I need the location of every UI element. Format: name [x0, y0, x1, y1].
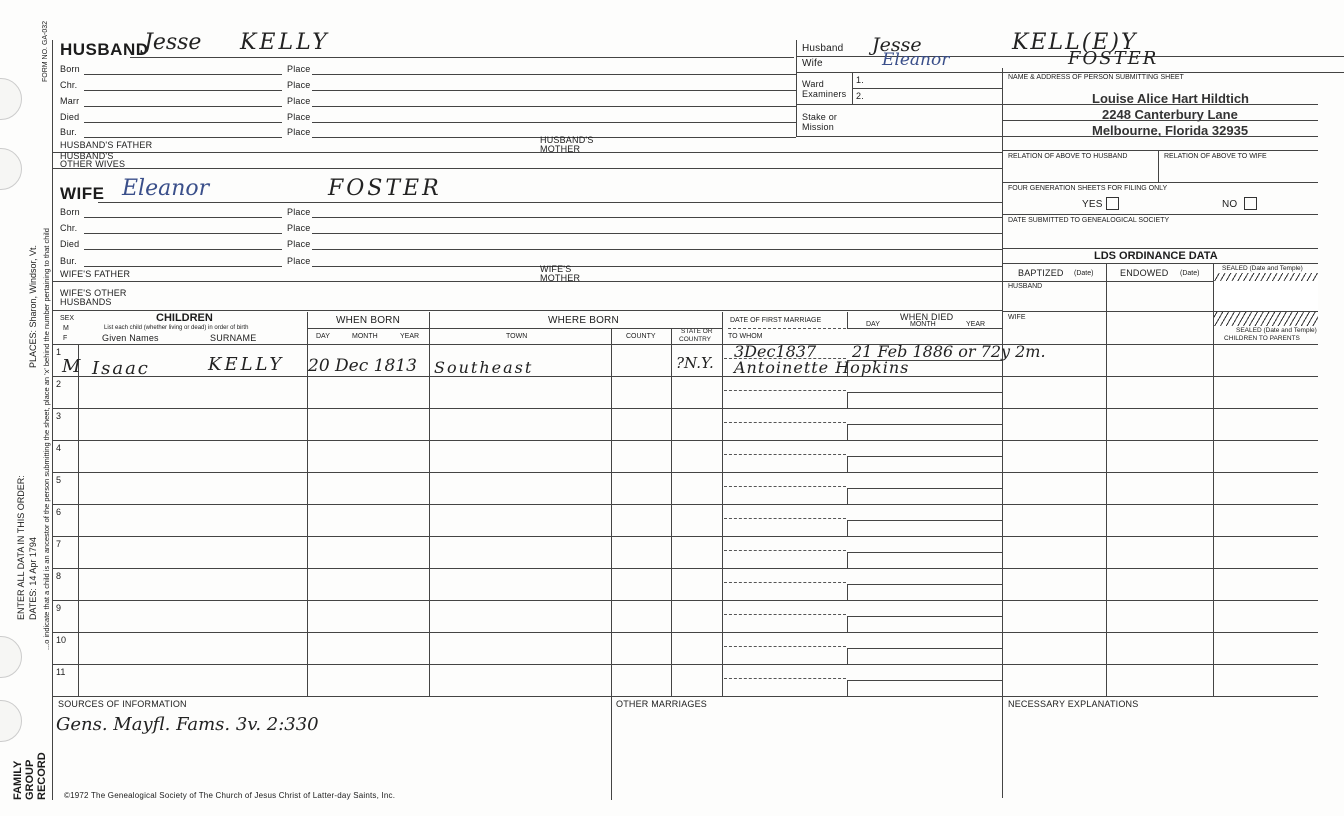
- lds-endowed-date: (Date): [1180, 270, 1200, 277]
- side-dates: DATES: 14 Apr 1794: [28, 537, 38, 620]
- husband-row-1-line: [84, 90, 282, 91]
- lds-hatch-husband: [1214, 281, 1318, 311]
- child-row-line: [52, 440, 1318, 441]
- col-sex-f: F: [63, 335, 68, 342]
- child-died-tick: [847, 584, 848, 600]
- submitter-street: 2248 Canterbury Lane: [1102, 107, 1238, 122]
- four-gen-line: [1002, 214, 1318, 215]
- husband-mother-label-1: HUSBAND'S: [540, 135, 594, 145]
- col-died-day: DAY: [866, 321, 880, 328]
- child-row-number: 9: [56, 603, 62, 613]
- husband-other-wives-2: OTHER WIVES: [60, 159, 126, 169]
- wife-given-name: Eleanor: [122, 176, 210, 201]
- col-children: CHILDREN: [156, 312, 213, 324]
- submitter-label: NAME & ADDRESS OF PERSON SUBMITTING SHEET: [1008, 74, 1184, 81]
- child-died-tick: [847, 680, 848, 696]
- submitter-name: Louise Alice Hart Hildtich: [1092, 91, 1249, 106]
- col-where-born: WHERE BORN: [548, 315, 619, 326]
- lds-sealed-children-2: CHILDREN TO PARENTS: [1224, 335, 1300, 342]
- col-given-names: Given Names: [102, 333, 159, 343]
- col-line-died-top: [847, 312, 848, 328]
- child-row-line: [52, 568, 1318, 569]
- wife-row-3-line: [84, 266, 282, 267]
- child-row-number: 4: [56, 443, 62, 453]
- wife-row-1-label: Chr.: [60, 223, 78, 233]
- col-sex-m: M: [63, 325, 69, 332]
- family-group-line-3: RECORD: [36, 752, 48, 800]
- no-checkbox[interactable]: [1244, 197, 1257, 210]
- child-died-tick: [847, 520, 848, 536]
- col-children-note: List each child (whether living or dead) in order of birth: [104, 325, 249, 331]
- husband-given-name: Jesse: [144, 30, 202, 55]
- lds-hatch-wife: [1214, 312, 1318, 326]
- child-died-tick: [847, 456, 848, 472]
- col-line-town: [611, 328, 612, 696]
- col-died-year: YEAR: [966, 321, 986, 328]
- relation-top-line: [1002, 150, 1318, 151]
- husband-row-2-place: Place: [287, 96, 311, 106]
- ward-line-2: [796, 104, 1002, 105]
- child-marriage-dash: [724, 486, 846, 487]
- wife-heading: WIFE: [60, 184, 105, 203]
- ward-label-1: Ward: [802, 79, 824, 89]
- child-marriage-dash: [724, 614, 846, 615]
- yes-label: YES: [1082, 199, 1103, 210]
- ward-line-1: [852, 88, 1002, 89]
- husband-other-wives-1: HUSBAND'S: [60, 151, 114, 161]
- child-row-line: [52, 376, 1318, 377]
- lds-husband: HUSBAND: [1008, 283, 1043, 290]
- side-enter-data: ENTER ALL DATA IN THIS ORDER:: [16, 475, 26, 620]
- child-marriage-dash: [724, 550, 846, 551]
- child-1-state: ?N.Y.: [676, 354, 714, 372]
- sources-label: SOURCES OF INFORMATION: [58, 699, 187, 709]
- stake-label-2: Mission: [802, 122, 834, 132]
- child-died-line: [847, 520, 1002, 521]
- child-row-number: 1: [56, 347, 62, 357]
- copyright-text: ©1972 The Genealogical Society of The Church of Jesus Christ of Latter-day Saints, Inc.: [64, 791, 396, 800]
- binder-hole: [0, 636, 22, 678]
- relation-divider: [1158, 150, 1159, 182]
- no-label: NO: [1222, 199, 1238, 210]
- footer-top-line: [52, 696, 1318, 697]
- child-died-line: [847, 488, 1002, 489]
- wife-row-1-place-line: [312, 233, 1002, 234]
- husband-row-3-label: Died: [60, 112, 80, 122]
- child-row-number: 11: [56, 667, 66, 677]
- col-state-2: COUNTRY: [679, 336, 712, 343]
- wife-row-2-line: [84, 249, 282, 250]
- child-1-born: 20 Dec 1813: [308, 356, 417, 376]
- hr-wife-line: [796, 72, 1344, 73]
- child-died-tick: [847, 488, 848, 504]
- four-gen-label: FOUR GENERATION SHEETS FOR FILING ONLY: [1008, 185, 1168, 192]
- relation-wife-label: RELATION OF ABOVE TO WIFE: [1164, 153, 1267, 160]
- child-marriage-dash: [724, 518, 846, 519]
- husband-row-0-label: Born: [60, 64, 80, 74]
- col-to-whom: TO WHOM: [728, 333, 763, 340]
- child-row-number: 5: [56, 475, 62, 485]
- child-marriage-dash: [724, 454, 846, 455]
- yes-checkbox[interactable]: [1106, 197, 1119, 210]
- child-marriage-dash: [724, 390, 846, 391]
- child-row-number: 10: [56, 635, 67, 645]
- child-1-sex: M: [62, 356, 81, 377]
- lds-title: LDS ORDINANCE DATA: [1094, 250, 1218, 262]
- child-row-number: 2: [56, 379, 62, 389]
- child-1-spouse: Antoinette Hopkins: [734, 358, 910, 377]
- col-county: COUNTY: [626, 333, 656, 340]
- submitter-city: Melbourne, Florida 32935: [1092, 123, 1249, 138]
- wife-row-2-place-line: [312, 249, 1002, 250]
- sources-value: Gens. Mayfl. Fams. 3v. 2:330: [56, 714, 319, 735]
- wife-other-husbands-line: [52, 310, 1002, 311]
- husband-row-1-place: Place: [287, 80, 311, 90]
- binder-hole: [0, 700, 22, 742]
- wife-row-3-label: Bur.: [60, 256, 77, 266]
- col-died-month: MONTH: [910, 321, 936, 328]
- child-1-marriage: 3Dec1837: [734, 342, 817, 361]
- child-row-line: [52, 632, 1318, 633]
- child-row-line: [52, 600, 1318, 601]
- wife-surname: FOSTER: [328, 176, 442, 201]
- ward-label-2: Examiners: [802, 89, 847, 99]
- wife-row-0-label: Born: [60, 207, 80, 217]
- ward-examiner-2: 2.: [856, 91, 864, 101]
- submitter-line-2: [1002, 120, 1318, 121]
- husband-row-1-place-line: [312, 90, 796, 91]
- lds-baptized: BAPTIZED: [1018, 268, 1064, 278]
- footer-divider-1: [611, 696, 612, 800]
- other-marriages-label: OTHER MARRIAGES: [616, 699, 708, 709]
- hr-wife-label: Wife: [802, 58, 823, 69]
- wife-father-label: WIFE'S FATHER: [60, 269, 131, 279]
- ward-examiner-1: 1.: [856, 75, 864, 85]
- child-died-tick: [847, 392, 848, 408]
- wife-name-line: [98, 202, 1002, 203]
- col-line-sex: [78, 344, 79, 696]
- lds-wife: WIFE: [1008, 314, 1026, 321]
- husband-row-2-place-line: [312, 106, 796, 107]
- wife-row-3-place: Place: [287, 256, 311, 266]
- child-row-number: 3: [56, 411, 62, 421]
- wife-other-husbands-1: WIFE'S OTHER: [60, 288, 127, 298]
- husband-mother-label-2: MOTHER: [540, 144, 581, 154]
- husband-row-3-line: [84, 122, 282, 123]
- hr-husband-given: Jesse: [872, 34, 922, 56]
- husband-row-3-place-line: [312, 122, 796, 123]
- col-line-county: [671, 328, 672, 696]
- hr-wife-given: Eleanor: [882, 50, 950, 70]
- child-marriage-dash: [724, 582, 846, 583]
- child-died-tick: [847, 552, 848, 568]
- frame-mid: [1002, 68, 1003, 798]
- wife-row-1-place: Place: [287, 223, 311, 233]
- child-died-line: [847, 616, 1002, 617]
- wife-row-0-place-line: [312, 217, 1002, 218]
- husband-row-4-label: Bur.: [60, 127, 77, 137]
- husband-row-0-place-line: [312, 74, 796, 75]
- born-subheader-line: [307, 328, 722, 329]
- child-marriage-dash: [724, 422, 846, 423]
- wife-row-0-line: [84, 217, 282, 218]
- child-row-line: [52, 408, 1318, 409]
- husband-father-label: HUSBAND'S FATHER: [60, 140, 153, 150]
- side-form-number: FORM NO. GA-032: [42, 20, 49, 82]
- family-group-line-2: GROUP: [24, 759, 36, 800]
- wife-row-2-label: Died: [60, 239, 80, 249]
- lds-endowed: ENDOWED: [1120, 268, 1169, 278]
- relation-husband-label: RELATION OF ABOVE TO HUSBAND: [1008, 153, 1128, 160]
- col-born-day: DAY: [316, 333, 330, 340]
- husband-parents-line: [52, 152, 1002, 153]
- child-1-town: Southeast: [434, 358, 534, 377]
- lds-title-line: [1002, 263, 1318, 264]
- wife-row-2-place: Place: [287, 239, 311, 249]
- col-when-died: WHEN DIED: [900, 312, 954, 322]
- wife-parents-line: [52, 281, 1002, 282]
- frame-left: [52, 40, 53, 800]
- wife-mother-label-2: MOTHER: [540, 273, 581, 283]
- husband-row-3-place: Place: [287, 112, 311, 122]
- husband-row-2-line: [84, 106, 282, 107]
- date-submitted-line: [1002, 248, 1318, 249]
- child-died-line: [847, 648, 1002, 649]
- husband-row-1-label: Chr.: [60, 80, 78, 90]
- child-died-tick: [847, 616, 848, 632]
- lds-sealed-wife-1: SEALED (Date and Temple): [1222, 265, 1303, 272]
- col-born-month: MONTH: [352, 333, 378, 340]
- husband-other-wives-line: [52, 168, 1002, 169]
- col-born-year: YEAR: [400, 333, 420, 340]
- wife-row-3-place-line: [312, 266, 1002, 267]
- child-row-line: [52, 664, 1318, 665]
- wife-row-1-line: [84, 233, 282, 234]
- side-indicate-note: ...o indicate that a child is an ancestor of the person submitting the sheet, place an 'x' behind the number pertaining to that child: [42, 228, 51, 650]
- lds-sealed-children-1: SEALED (Date and Temple): [1236, 327, 1317, 334]
- child-1-given: Isaac: [92, 358, 150, 379]
- col-surname: SURNAME: [210, 333, 257, 343]
- col-first-marriage: DATE OF FIRST MARRIAGE: [730, 317, 822, 324]
- col-town: TOWN: [506, 333, 528, 340]
- binder-hole: [0, 78, 22, 120]
- col-state-1: STATE OR: [681, 328, 713, 335]
- child-died-line: [847, 424, 1002, 425]
- husband-name-line: [130, 57, 794, 58]
- child-row-number: 6: [56, 507, 62, 517]
- child-died-line: [847, 456, 1002, 457]
- child-marriage-dash: [724, 678, 846, 679]
- binder-hole: [0, 148, 22, 190]
- husband-row-0-line: [84, 74, 282, 75]
- husband-row-4-line: [84, 137, 282, 138]
- lds-hatch-wife-top: [1214, 273, 1318, 281]
- submitter-line-3: [1002, 136, 1318, 137]
- child-row-number: 8: [56, 571, 62, 581]
- husband-row-2-label: Marr: [60, 96, 80, 106]
- child-died-tick: [847, 648, 848, 664]
- died-subheader-line: [847, 328, 1002, 329]
- wife-other-husbands-2: HUSBANDS: [60, 297, 112, 307]
- husband-row-4-place: Place: [287, 127, 311, 137]
- date-submitted-label: DATE SUBMITTED TO GENEALOGICAL SOCIETY: [1008, 217, 1170, 224]
- header-ward-left: [796, 40, 797, 136]
- hr-husband-surname: KELL(E)Y: [1012, 30, 1138, 55]
- child-1-died: 21 Feb 1886 or 72y 2m.: [852, 342, 1046, 361]
- wife-row-0-place: Place: [287, 207, 311, 217]
- wife-mother-label-1: WIFE'S: [540, 264, 572, 274]
- stake-line: [796, 136, 1002, 137]
- child-row-number: 7: [56, 539, 62, 549]
- husband-surname: KELLY: [240, 30, 330, 55]
- husband-row-0-place: Place: [287, 64, 311, 74]
- child-died-line: [847, 392, 1002, 393]
- child-died-tick: [847, 424, 848, 440]
- stake-label-1: Stake or: [802, 112, 838, 122]
- child-died-line: [847, 680, 1002, 681]
- hr-husband-label: Husband: [802, 43, 844, 54]
- child-died-line: [847, 584, 1002, 585]
- side-places: PLACES: Sharon, Windsor, Vt.: [28, 244, 38, 368]
- child-row-line: [52, 472, 1318, 473]
- hr-wife-surname: FOSTER: [1068, 48, 1159, 69]
- col-when-born: WHEN BORN: [336, 315, 401, 326]
- submitter-line-1: [1002, 104, 1318, 105]
- child-1-surname: KELLY: [208, 354, 285, 375]
- child-row-line: [52, 504, 1318, 505]
- family-group-line-1: FAMILY: [12, 760, 24, 800]
- lds-baptized-date: (Date): [1074, 270, 1094, 277]
- child-died-line: [847, 552, 1002, 553]
- relation-bottom-line: [1002, 182, 1318, 183]
- children-header-line: [52, 344, 1318, 345]
- col-sex: SEX: [60, 315, 75, 322]
- marriage-header-dash: [728, 328, 846, 329]
- child-row-line: [52, 536, 1318, 537]
- husband-heading: HUSBAND: [60, 40, 149, 59]
- explanations-label: NECESSARY EXPLANATIONS: [1008, 699, 1139, 709]
- child-marriage-dash: [724, 646, 846, 647]
